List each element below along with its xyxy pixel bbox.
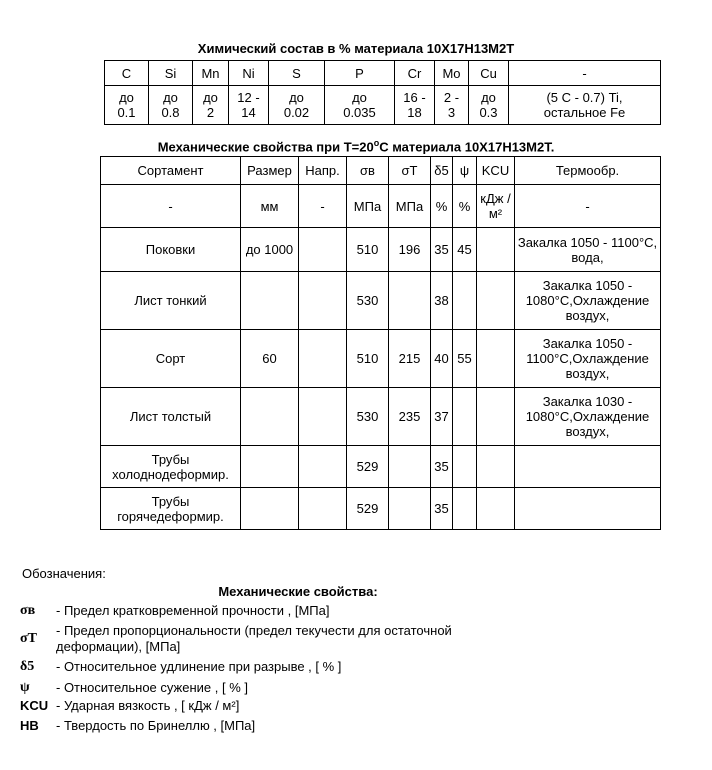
chem-composition-table (104, 60, 661, 125)
cell-psi: 55 (453, 330, 477, 388)
legend-symbol: σв (20, 603, 36, 618)
cell-sigma-b: 529 (347, 488, 389, 530)
cell-heat: Закалка 1050 - 1100°С, вода, (515, 228, 661, 272)
cell-sigma-b: 510 (347, 228, 389, 272)
chem-value-cell: до 0.8 (149, 86, 193, 125)
cell-size: 60 (241, 330, 299, 388)
mech-unit-cell: - (515, 185, 661, 228)
chem-value-cell: до 0.02 (269, 86, 325, 125)
cell-kcu (477, 330, 515, 388)
legend-description: - Относительное сужение , [ % ] (56, 680, 248, 695)
cell-kcu (477, 446, 515, 488)
cell-size (241, 488, 299, 530)
mech-unit-cell: кДж / м² (477, 185, 515, 228)
cell-psi (453, 488, 477, 530)
legend-symbol: σT (20, 631, 37, 646)
cell-heat: Закалка 1030 - 1080°С,Охлаждение воздух, (515, 388, 661, 446)
table-row (101, 488, 661, 530)
cell-heat: Закалка 1050 - 1100°С,Охлаждение воздух, (515, 330, 661, 388)
cell-psi: 45 (453, 228, 477, 272)
chem-header-cell: S (269, 61, 325, 86)
cell-delta5: 35 (431, 446, 453, 488)
cell-delta5: 38 (431, 272, 453, 330)
cell-sigma-t (389, 488, 431, 530)
cell-sort: Лист тонкий (101, 272, 241, 330)
mech-unit-cell: - (101, 185, 241, 228)
cell-psi (453, 272, 477, 330)
chem-value-cell: до 2 (193, 86, 229, 125)
mech-table-title: Механические свойства при $Т=20^oС$ материала 10Х17Н13М2Т. (157, 138, 555, 155)
chem-header-cell: Si (149, 61, 193, 86)
legend-symbol: KCU (20, 698, 49, 713)
cell-sort: Трубы горячедеформир. (101, 488, 241, 530)
chem-header-cell: - (509, 61, 661, 86)
mech-header-cell: σT (389, 157, 431, 185)
table-row (101, 446, 661, 488)
chem-header-cell: Cr (395, 61, 435, 86)
mech-properties-table (100, 156, 661, 530)
chem-value-cell: 12 - 14 (229, 86, 269, 125)
cell-dir (299, 446, 347, 488)
cell-kcu (477, 228, 515, 272)
cell-sigma-b: 530 (347, 272, 389, 330)
chem-value-cell: до 0.1 (105, 86, 149, 125)
chem-header-cell: Cu (469, 61, 509, 86)
cell-sort: Трубы холоднодеформир. (101, 446, 241, 488)
cell-heat (515, 446, 661, 488)
legend-description: - Предел пропорциональности (предел текучести для остаточной деформации), [МПа] (56, 623, 452, 654)
cell-delta5: 37 (431, 388, 453, 446)
cell-psi (453, 388, 477, 446)
cell-sigma-b: 529 (347, 446, 389, 488)
mech-unit-cell: % (431, 185, 453, 228)
cell-sort: Поковки (101, 228, 241, 272)
mech-unit-cell: МПа (389, 185, 431, 228)
cell-kcu (477, 272, 515, 330)
chem-value-cell: 16 - 18 (395, 86, 435, 125)
legend-symbol: ψ (20, 680, 30, 695)
legend-label: Обозначения: (22, 566, 106, 581)
mech-header-cell: Сортамент (101, 157, 241, 185)
cell-sigma-t: 235 (389, 388, 431, 446)
cell-kcu (477, 388, 515, 446)
mech-header-cell: KCU (477, 157, 515, 185)
mech-header-cell: Напр. (299, 157, 347, 185)
legend-description: - Предел кратковременной прочности , [МПа] (56, 603, 330, 618)
mech-header-cell: δ5 (431, 157, 453, 185)
table-row (101, 388, 661, 446)
cell-sigma-b: 530 (347, 388, 389, 446)
legend-description: - Твердость по Бринеллю , [МПа] (56, 718, 256, 733)
mech-units-row (101, 185, 661, 228)
cell-delta5: 35 (431, 228, 453, 272)
cell-heat: Закалка 1050 - 1080°С,Охлаждение воздух, (515, 272, 661, 330)
mech-unit-cell: МПа (347, 185, 389, 228)
cell-sort: Сорт (101, 330, 241, 388)
cell-delta5: 40 (431, 330, 453, 388)
chem-header-cell: Mo (435, 61, 469, 86)
cell-size (241, 272, 299, 330)
cell-sigma-t: 215 (389, 330, 431, 388)
cell-sigma-b: 510 (347, 330, 389, 388)
mech-unit-cell: мм (241, 185, 299, 228)
mech-header-cell: ψ (453, 157, 477, 185)
cell-dir (299, 272, 347, 330)
chem-header-cell: Ni (229, 61, 269, 86)
mech-unit-cell: - (299, 185, 347, 228)
cell-sort: Лист толстый (101, 388, 241, 446)
legend-symbol: HB (20, 718, 39, 733)
chem-value-cell: до 0.3 (469, 86, 509, 125)
chem-header-row (105, 61, 661, 86)
cell-kcu (477, 488, 515, 530)
chem-value-cell: до 0.035 (325, 86, 395, 125)
cell-size (241, 446, 299, 488)
cell-dir (299, 330, 347, 388)
mech-unit-cell: % (453, 185, 477, 228)
cell-sigma-t: 196 (389, 228, 431, 272)
cell-size (241, 388, 299, 446)
cell-delta5: 35 (431, 488, 453, 530)
chem-header-cell: C (105, 61, 149, 86)
cell-dir (299, 388, 347, 446)
cell-size: до 1000 (241, 228, 299, 272)
cell-dir (299, 228, 347, 272)
chem-value-row (105, 86, 661, 125)
chem-header-cell: Mn (193, 61, 229, 86)
chem-header-cell: P (325, 61, 395, 86)
mech-header-cell: Размер (241, 157, 299, 185)
legend-description: - Ударная вязкость , [ кДж / м²] (56, 698, 240, 713)
mech-header-cell: σв (347, 157, 389, 185)
chem-table-title: Химический состав в % материала 10Х17Н13М2Т (197, 41, 515, 56)
table-row (101, 228, 661, 272)
cell-sigma-t (389, 272, 431, 330)
mech-header-cell: Термообр. (515, 157, 661, 185)
mech-header-row (101, 157, 661, 185)
chem-value-cell: (5 С - 0.7) Ti, остальное Fe (509, 86, 661, 125)
legend-symbol: δ5 (20, 659, 35, 674)
table-row (101, 330, 661, 388)
cell-heat (515, 488, 661, 530)
cell-dir (299, 488, 347, 530)
legend-title: Механические свойства: (218, 584, 378, 599)
chem-value-cell: 2 - 3 (435, 86, 469, 125)
cell-sigma-t (389, 446, 431, 488)
cell-psi (453, 446, 477, 488)
table-row (101, 272, 661, 330)
legend-item (20, 623, 540, 657)
legend-description: - Относительное удлинение при разрыве , [ % ] (56, 659, 342, 674)
